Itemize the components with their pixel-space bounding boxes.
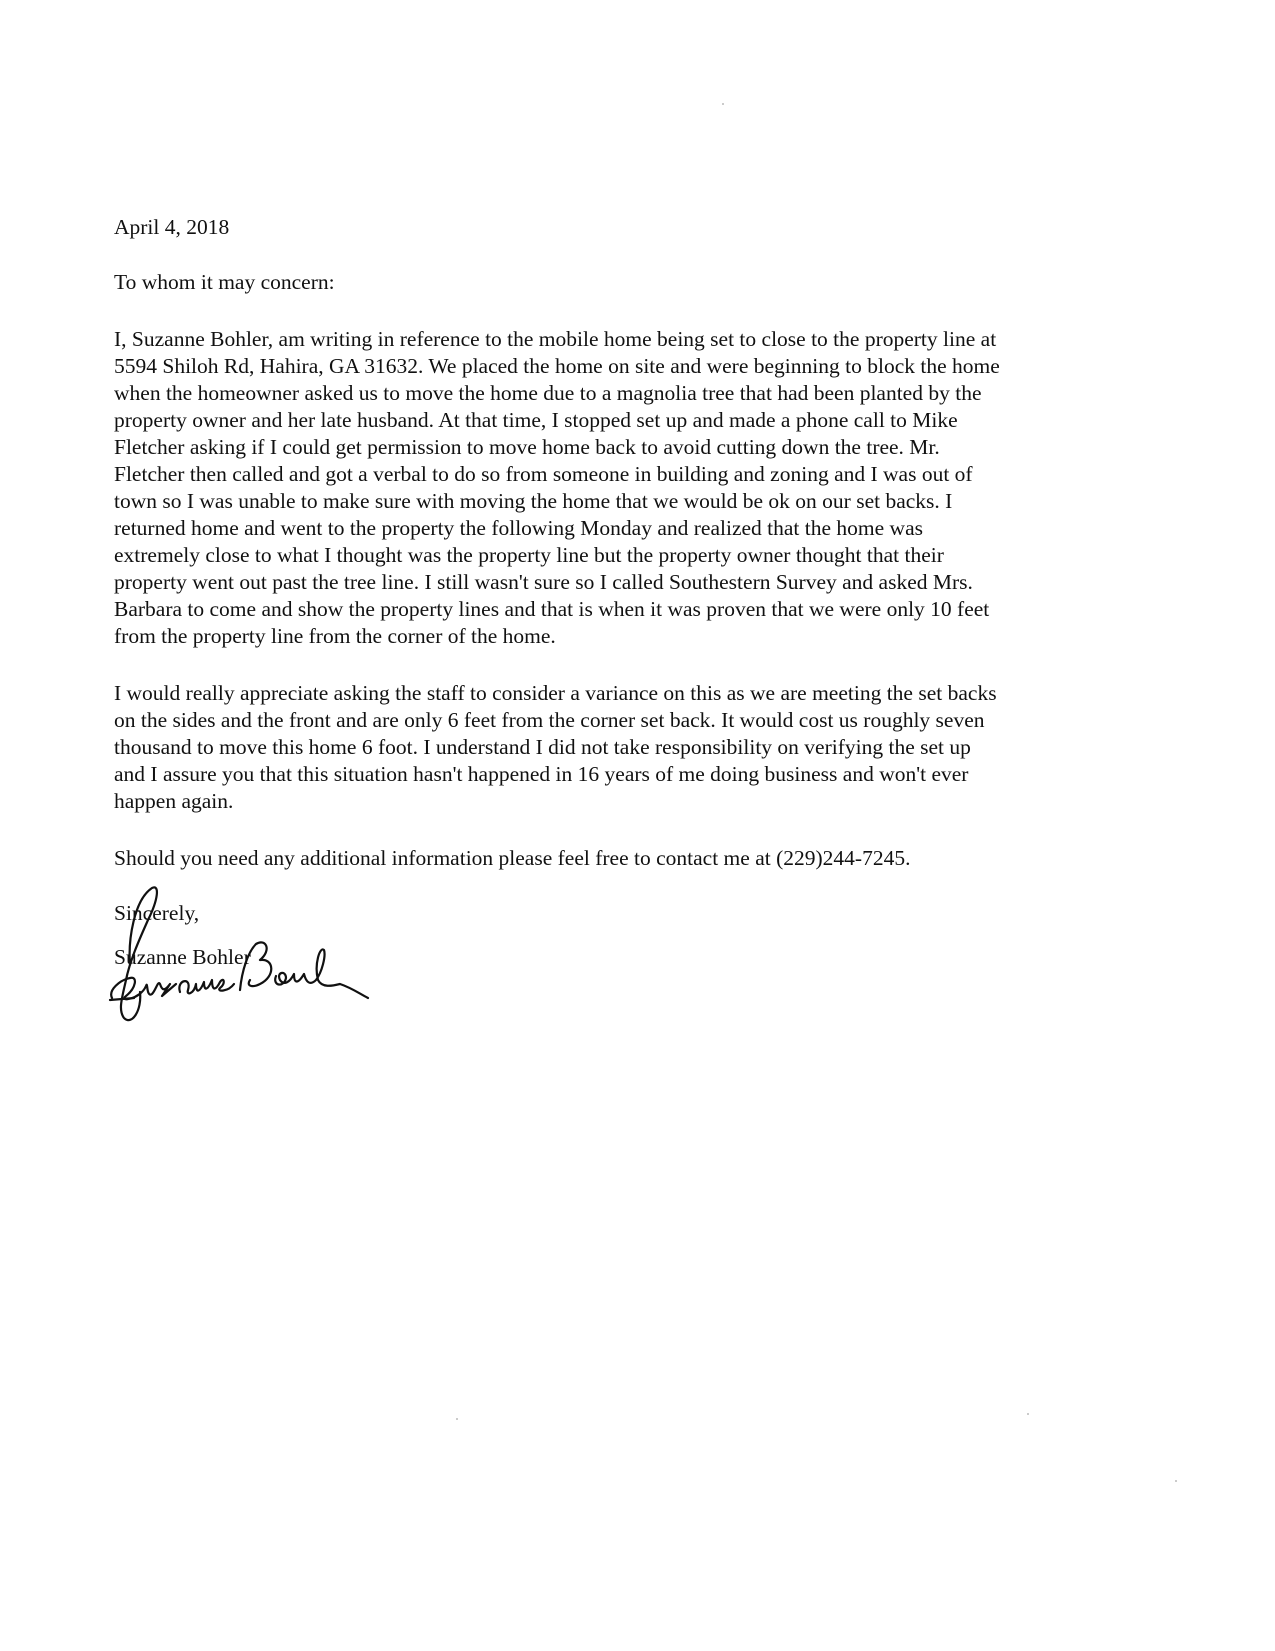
paragraph-line: I would really appreciate asking the staff to consider a variance on this as we are meeting the set backs	[114, 681, 997, 705]
paragraph-line: town so I was unable to make sure with moving the home that we would be ok on our set backs. I	[114, 489, 953, 513]
paragraph-line: returned home and went to the property the following Monday and realized that the home was	[114, 516, 923, 540]
scan-speck	[456, 1418, 458, 1420]
paragraph-line: and I assure you that this situation hasn't happened in 16 years of me doing business and won't ever	[114, 762, 969, 786]
paragraph-line: Barbara to come and show the property lines and that is when it was proven that we were only 10 feet	[114, 597, 990, 621]
paragraph-line: from the property line from the corner of the home.	[114, 624, 556, 648]
paragraph-line: Should you need any additional information please feel free to contact me at (229)244-7245.	[114, 846, 911, 870]
signature-stroke	[240, 942, 368, 998]
scan-speck	[1027, 1413, 1029, 1415]
closing: Sincerely,	[114, 901, 200, 925]
paragraph-line: 5594 Shiloh Rd, Hahira, GA 31632. We placed the home on site and were beginning to block the home	[114, 354, 1000, 378]
salutation: To whom it may concern:	[114, 270, 335, 294]
paragraph-3	[114, 845, 910, 872]
paragraph-1	[114, 326, 1000, 650]
paragraph-2	[114, 680, 997, 815]
letter-date: April 4, 2018	[114, 215, 230, 239]
paragraph-line: extremely close to what I thought was the property line but the property owner thought that their	[114, 543, 944, 567]
paragraph-line: I, Suzanne Bohler, am writing in reference to the mobile home being set to close to the property line at	[114, 327, 997, 351]
handwritten-signature	[100, 880, 400, 1030]
paragraph-line: thousand to move this home 6 foot. I understand I did not take responsibility on verifying the set up	[114, 735, 971, 759]
paragraph-line: happen again.	[114, 789, 234, 813]
paragraph-line: on the sides and the front and are only 6 feet from the corner set back. It would cost us roughly seven	[114, 708, 985, 732]
paragraph-line: Fletcher then called and got a verbal to do so from someone in building and zoning and I was out of	[114, 462, 973, 486]
paragraph-line: property owner and her late husband. At that time, I stopped set up and made a phone call to Mike	[114, 408, 958, 432]
paragraph-line: when the homeowner asked us to move the home due to a magnolia tree that had been planted by the	[114, 381, 982, 405]
signer-name: Suzanne Bohler	[114, 945, 251, 969]
scan-speck	[1175, 1480, 1177, 1482]
scan-speck	[722, 103, 724, 105]
signature-stroke	[111, 978, 176, 999]
paragraph-line: property went out past the tree line. I still wasn't sure so I called Southestern Survey and asked Mrs.	[114, 570, 973, 594]
signature-stroke	[179, 980, 234, 994]
paragraph-line: Fletcher asking if I could get permission to move home back to avoid cutting down the tree. Mr.	[114, 435, 940, 459]
